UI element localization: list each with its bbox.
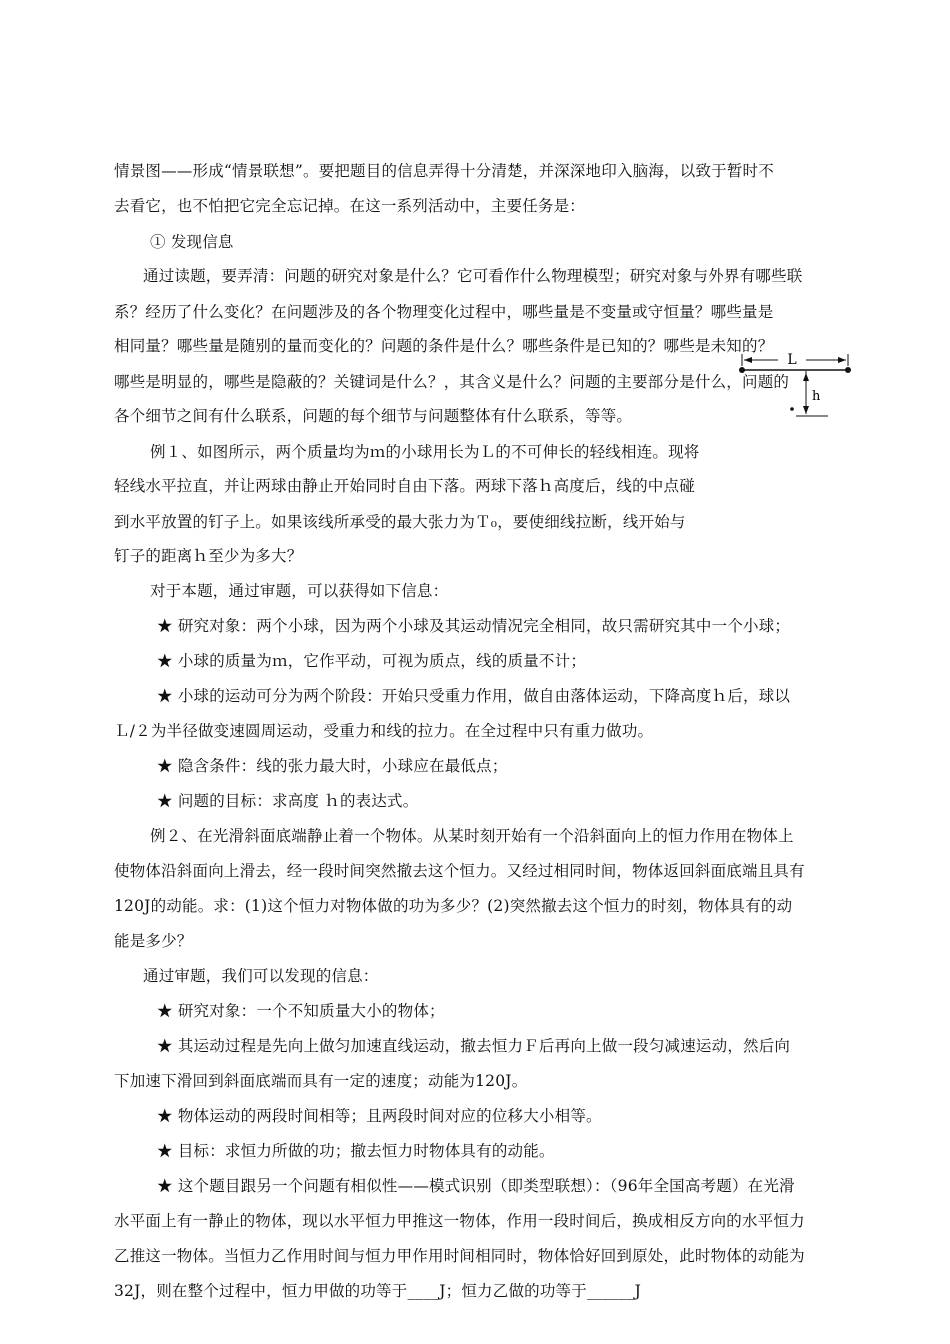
star-item: ★ 问题的目标：求高度 ｈ的表达式。 xyxy=(157,792,419,810)
arrow-up-icon xyxy=(803,373,809,381)
text-line: 各个细节之间有什么联系，问题的每个细节与问题整体有什么联系，等等。 xyxy=(114,407,633,425)
text-line: 乙推这一物体。当恒力乙作用时间与恒力甲作用时间相同时，物体恰好回到原处，此时物体的动能为 xyxy=(114,1247,805,1265)
text-line: 到水平放置的钉子上。如果该线所承受的最大张力为Ｔ₀，要使细线拉断，线开始与 xyxy=(114,513,686,531)
text-line: 使物体沿斜面向上滑去，经一段时间突然撤去这个恒力。又经过相同时间，物体返回斜面底端且具有 xyxy=(114,862,805,880)
text-line: 能是多少？ xyxy=(114,932,193,950)
text-line: 下加速下滑回到斜面底端而具有一定的速度；动能为120J。 xyxy=(114,1072,528,1090)
text-line: 哪些是明显的，哪些是隐蔽的？关键词是什么？，其含义是什么？问题的主要部分是什么，问题的 xyxy=(114,373,790,391)
text-line: 32J，则在整个过程中，恒力甲做的功等于____J；恒力乙做的功等于______J xyxy=(114,1282,642,1300)
star-item: ★ 物体运动的两段时间相等；且两段时间对应的位移大小相等。 xyxy=(157,1107,602,1125)
star-item: ★ 小球的质量为ｍ，它作平动，可视为质点，线的质量不计； xyxy=(157,652,587,670)
text-line: 相同量？哪些量是随别的量而变化的？问题的条件是什么？哪些条件是已知的？哪些是未知的？ xyxy=(114,337,774,355)
length-label: L xyxy=(787,352,797,368)
ball-right xyxy=(845,367,851,373)
text-line: 通过审题，我们可以发现的信息： xyxy=(143,967,379,985)
text-line: 对于本题，通过审题，可以获得如下信息： xyxy=(150,582,449,600)
star-item: ★ 隐含条件：线的张力最大时，小球应在最低点； xyxy=(157,757,508,775)
text-line: 系？经历了什么变化？在问题涉及的各个物理变化过程中，哪些量是不变量或守恒量？哪些量是 xyxy=(114,303,774,321)
star-item: ★ 目标：求恒力所做的功；撤去恒力时物体具有的动能。 xyxy=(157,1142,555,1160)
section-heading: ① 发现信息 xyxy=(150,233,234,251)
star-item: ★ 其运动过程是先向上做匀加速直线运动，撤去恒力Ｆ后再向上做一段匀减速运动，然后向 xyxy=(157,1037,791,1055)
star-item: ★ 小球的运动可分为两个阶段：开始只受重力作用，做自由落体运动，下降高度ｈ后，球以 xyxy=(157,687,791,705)
text-line: 120J的动能。求：(1)这个恒力对物体做的功为多少？(2)突然撤去这个恒力的时刻，物体具有的动 xyxy=(114,897,793,915)
star-item: ★ 这个题目跟另一个问题有相似性——模式识别（即类型联想）：（96年全国高考题）在光滑 xyxy=(157,1177,795,1195)
string-nail-figure xyxy=(730,346,860,426)
example-1-text: 例１、如图所示，两个质量均为ｍ的小球用长为Ｌ的不可伸长的轻线相连。现将 xyxy=(150,443,700,461)
star-item: ★ 研究对象：两个小球，因为两个小球及其运动情况完全相同，故只需研究其中一个小球； xyxy=(157,617,791,635)
text-line: 钉子的距离ｈ至少为多大？ xyxy=(114,547,303,565)
text-line: 水平面上有一静止的物体，现以水平恒力甲推这一物体，作用一段时间后，换成相反方向的水平恒力 xyxy=(114,1212,805,1230)
text-line: 去看它，也不怕把它完全忘记掉。在这一系列活动中，主要任务是： xyxy=(114,197,586,215)
text-line: 情景图——形成“情景联想”。要把题目的信息弄得十分清楚，并深深地印入脑海，以致于暂时不 xyxy=(114,162,774,180)
nail-dot xyxy=(790,407,794,411)
arrow-right-icon xyxy=(838,357,846,363)
text-line: 轻线水平拉直，并让两球由静止开始同时自由下落。两球下落ｈ高度后，线的中点碰 xyxy=(114,477,695,495)
ball-left xyxy=(739,367,745,373)
height-label: h xyxy=(812,389,821,404)
text-line: Ｌ/２为半径做变速圆周运动，受重力和线的拉力。在全过程中只有重力做功。 xyxy=(114,722,654,740)
arrow-down-icon xyxy=(803,406,809,414)
arrow-left-icon xyxy=(744,357,752,363)
text-line: 通过读题，要弄清：问题的研究对象是什么？它可看作什么物理模型；研究对象与外界有哪些联 xyxy=(143,267,803,285)
star-item: ★ 研究对象：一个不知质量大小的物体； xyxy=(157,1002,445,1020)
example-2-text: 例２、在光滑斜面底端静止着一个物体。从某时刻开始有一个沿斜面向上的恒力作用在物体上 xyxy=(150,827,794,845)
